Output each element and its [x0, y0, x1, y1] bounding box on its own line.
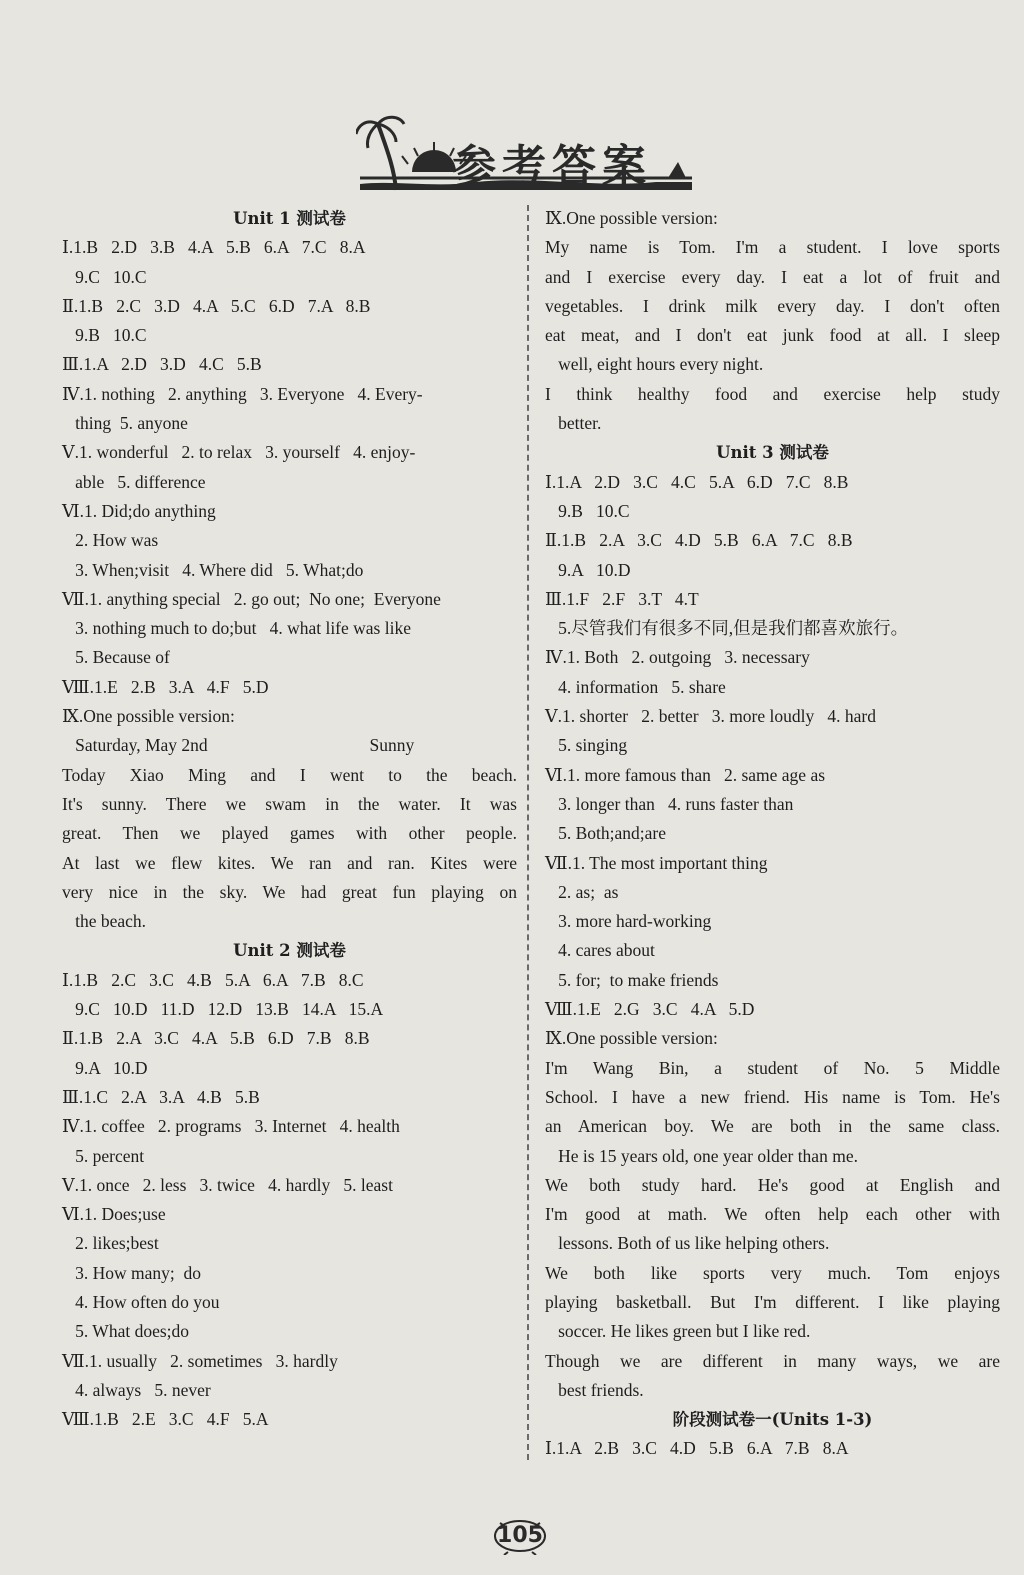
answer-line: 2. as; as [545, 881, 619, 902]
answer-line: well, eight hours every night. [545, 354, 764, 375]
answer-line: lessons. Both of us like helping others. [545, 1233, 830, 1254]
answer-line: Ⅵ.1. more famous than 2. same age as [545, 764, 826, 785]
answer-line: Ⅲ.1.C 2.A 3.A 4.B 5.B [62, 1086, 260, 1107]
answer-line: Ⅴ.1. wonderful 2. to relax 3. yourself 4. enjoy- [62, 442, 416, 463]
answer-line: Ⅷ.1.E 2.B 3.A 4.F 5.D [62, 676, 269, 697]
answer-line: 2. likes;best [62, 1233, 159, 1254]
answer-line: 3. longer than 4. runs faster than [545, 793, 794, 814]
answer-line: Ⅱ.1.B 2.C 3.D 4.A 5.C 6.D 7.A 8.B [62, 295, 371, 316]
answer-line: School. I have a new friend. His name is Tom. He's [545, 1086, 1000, 1107]
answer-line: Ⅵ.1. Does;use [62, 1204, 166, 1225]
answer-line: great. Then we played games with other people. [62, 823, 517, 844]
answer-line: Ⅸ.One possible version: [545, 1028, 718, 1049]
answer-line: Ⅳ.1. nothing 2. anything 3. Everyone 4. Every- [62, 383, 423, 404]
answer-line: 5. singing [545, 735, 628, 756]
answer-line: It's sunny. There we swam in the water. It was [62, 793, 517, 814]
answer-line: Ⅲ.1.F 2.F 3.T 4.T [545, 588, 699, 609]
answer-line: 9.B 10.C [62, 325, 147, 346]
answer-line: very nice in the sky. We had great fun playing on [62, 881, 517, 902]
right-column [545, 204, 1000, 1464]
answer-line: Ⅰ.1.A 2.B 3.C 4.D 5.B 6.A 7.B 8.A [545, 1438, 849, 1459]
answer-line: Ⅱ.1.B 2.A 3.C 4.A 5.B 6.D 7.B 8.B [62, 1028, 370, 1049]
answer-line: I think healthy food and exercise help study [545, 383, 1000, 404]
answer-line: 9.C 10.D 11.D 12.D 13.B 14.A 15.A [62, 999, 384, 1020]
answer-line: the beach. [62, 911, 147, 932]
answer-line: 5. percent [62, 1145, 145, 1166]
answer-line: playing basketball. But I'm different. I like playing [545, 1291, 1000, 1312]
answer-line: My name is Tom. I'm a student. I love sports [545, 237, 1000, 258]
answer-line: 5. for; to make friends [545, 969, 719, 990]
answer-line: I'm good at math. We often help each other with [545, 1204, 1000, 1225]
answer-line: vegetables. I drink milk every day. I don't often [545, 295, 1000, 316]
answer-line: 4. always 5. never [62, 1379, 211, 1400]
section-heading: Unit 2 测试卷 [233, 941, 346, 961]
answer-line: I'm Wang Bin, a student of No. 5 Middle [545, 1057, 1000, 1078]
answer-line: 4. information 5. share [545, 676, 726, 697]
answer-line: Ⅸ.One possible version: [62, 706, 235, 727]
answer-line: 4. How often do you [62, 1291, 220, 1312]
answer-line: Ⅰ.1.B 2.C 3.C 4.B 5.A 6.A 7.B 8.C [62, 969, 364, 990]
answer-line: 5. What does;do [62, 1321, 190, 1342]
answer-line: best friends. [545, 1379, 644, 1400]
column-divider [527, 205, 529, 1460]
answer-key-header [356, 112, 696, 192]
answer-line: and I exercise every day. I eat a lot of fruit and [545, 266, 1000, 287]
answer-line: Ⅷ.1.E 2.G 3.C 4.A 5.D [545, 999, 755, 1020]
answer-line: 5.尽管我们有很多不同,但是我们都喜欢旅行。 [545, 618, 909, 639]
answer-line: We both study hard. He's good at English and [545, 1174, 1000, 1195]
answer-line: 9.A 10.D [62, 1057, 148, 1078]
answer-line: better. [545, 413, 602, 434]
answer-line: Ⅵ.1. Did;do anything [62, 500, 216, 521]
answer-line: Ⅷ.1.B 2.E 3.C 4.F 5.A [62, 1409, 269, 1430]
answer-line: Ⅱ.1.B 2.A 3.C 4.D 5.B 6.A 7.C 8.B [545, 530, 853, 551]
answer-line: Though we are different in many ways, we are [545, 1350, 1000, 1371]
answer-line: 5. Because of [62, 647, 170, 668]
answer-line: 2. How was [62, 530, 159, 551]
answer-line: Ⅴ.1. once 2. less 3. twice 4. hardly 5. least [62, 1174, 393, 1195]
answer-line: Today Xiao Ming and I went to the beach. [62, 764, 517, 785]
answer-line: Ⅳ.1. Both 2. outgoing 3. necessary [545, 647, 810, 668]
page-title: 参考答案 [452, 141, 652, 192]
section-heading: 阶段测试卷一(Units 1-3) [672, 1410, 873, 1430]
answer-line: Ⅶ.1. The most important thing [545, 852, 768, 873]
section-heading: Unit 1 测试卷 [233, 209, 346, 228]
answer-line: eat meat, and I don't eat junk food at all. I sleep [545, 325, 1000, 346]
answer-line: Ⅸ.One possible version: [545, 208, 718, 228]
answer-line: 4. cares about [545, 940, 655, 961]
answer-line: Ⅲ.1.A 2.D 3.D 4.C 5.B [62, 354, 262, 375]
answer-line: 5. Both;and;are [545, 823, 667, 844]
answer-line: Ⅶ.1. anything special 2. go out; No one; Everyone [62, 588, 441, 609]
answer-line: 3. How many; do [62, 1262, 202, 1283]
answer-line: 9.B 10.C [545, 500, 630, 521]
answer-line: 3. When;visit 4. Where did 5. What;do [62, 559, 364, 580]
answer-line: We both like sports very much. Tom enjoys [545, 1262, 1000, 1283]
left-column [62, 204, 517, 1434]
answer-line: Ⅰ.1.B 2.D 3.B 4.A 5.B 6.A 7.C 8.A [62, 237, 366, 258]
answer-line: Ⅳ.1. coffee 2. programs 3. Internet 4. health [62, 1116, 400, 1137]
answer-line: an American boy. We are both in the same class. [545, 1116, 1000, 1137]
page-number: 105 [497, 1523, 543, 1548]
answer-line: Ⅶ.1. usually 2. sometimes 3. hardly [62, 1350, 338, 1371]
answer-line: Ⅴ.1. shorter 2. better 3. more loudly 4. hard [545, 706, 876, 727]
answer-line: 3. more hard-working [545, 911, 712, 932]
answer-line: Saturday, May 2nd Sunny [62, 735, 415, 756]
answer-line: 9.A 10.D [545, 559, 631, 580]
answer-line: He is 15 years old, one year older than me. [545, 1145, 858, 1166]
answer-line: 9.C 10.C [62, 266, 147, 287]
answer-line: soccer. He likes green but I like red. [545, 1321, 811, 1342]
answer-line: Ⅰ.1.A 2.D 3.C 4.C 5.A 6.D 7.C 8.B [545, 471, 849, 492]
answer-line: At last we flew kites. We ran and ran. Kites were [62, 852, 517, 873]
page-number-badge [492, 1515, 548, 1555]
section-heading: Unit 3 测试卷 [716, 443, 829, 463]
answer-line: able 5. difference [62, 471, 206, 492]
answer-line: 3. nothing much to do;but 4. what life was like [62, 618, 411, 639]
answer-line: thing 5. anyone [62, 413, 188, 434]
